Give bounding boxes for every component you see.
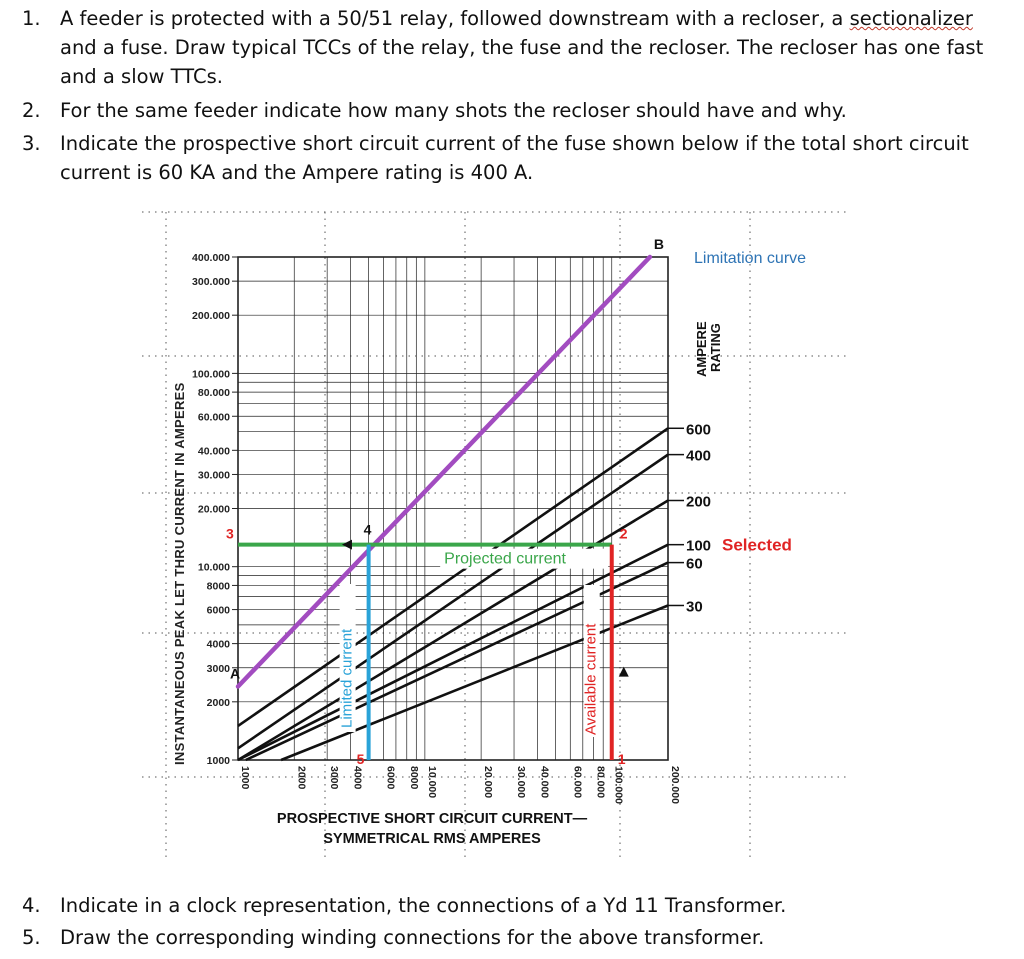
question-number: 1. [22,7,41,30]
question-line: Indicate the prospective short circuit current of the fuse shown below if the total short circuit [60,132,969,155]
y-tick-label: 200.000 [192,310,230,323]
question-number: 4. [22,894,41,917]
x-tick-label: 8000 [407,766,420,790]
question-line: For the same feeder indicate how many shots the recloser should have and why. [60,99,847,122]
rating-label-600: 600 [686,421,712,439]
point-label-3: 3 [226,525,234,542]
chart-labels [172,236,806,847]
y-tick-label: 40.000 [197,445,230,458]
point-label-2: 2 [619,525,628,542]
question-number: 2. [22,99,41,122]
y-tick-label: 400.000 [192,252,230,264]
question-number: 5. [22,926,41,949]
rating-label-60: 60 [686,555,703,573]
x-tick-label: 20.000 [482,766,495,799]
ampere-rating-title: RATING [708,323,723,372]
y-tick-label: 300.000 [192,276,230,289]
y-tick-label: 10.000 [197,561,230,574]
x-tick-label: 3000 [328,766,341,790]
y-tick-label: 30.000 [197,469,230,482]
y-axis-title: INSTANTANEOUS PEAK LET THRU CURRENT IN AMPERES [172,382,187,765]
question-line: Draw the corresponding winding connections for the above transformer. [60,926,765,949]
x-tick-label: 1000 [239,766,251,790]
limitation-curve-label: Limitation curve [694,250,807,267]
y-tick-label: 2000 [206,696,230,709]
y-tick-label: 80.000 [197,387,230,400]
y-tick-label: 6000 [206,604,230,617]
rating-curve-60 [246,563,668,760]
x-tick-label: 4000 [351,766,364,790]
question-line: current is 60 KA and the Ampere rating is 400 A. [60,161,534,184]
rating-label-200: 200 [686,493,712,511]
x-tick-label: 10.000 [425,766,438,799]
rating-label-100: 100 [686,537,712,555]
question-line: and a slow TTCs. [60,65,223,88]
y-tick-label: 100.000 [192,368,230,381]
question-line: Indicate in a clock representation, the connections of a Yd 11 Transformer. [60,894,787,917]
rating-curves [238,428,684,760]
limited-current-label: Limited current [338,628,356,728]
arrow-marker [342,540,352,550]
projected-current-label: Projected current [444,550,567,568]
x-tick-label: 100.000 [612,766,625,804]
x-tick-label: 30.000 [515,766,528,799]
x-axis-title: PROSPECTIVE SHORT CIRCUIT CURRENT— [276,811,588,827]
x-tick-label: 200.000 [669,766,681,804]
y-tick-label: 60.000 [197,411,230,424]
point-label-5: 5 [356,751,365,767]
point-label-A: A [230,665,241,682]
x-axis-subtitle: SYMMETRICAL RMS AMPERES [323,831,541,847]
y-tick-label: 20.000 [197,503,230,516]
x-tick-label: 6000 [384,766,397,790]
y-tick-label: 4000 [206,638,230,651]
selected-label: Selected [722,535,792,555]
question-number: 3. [22,132,41,155]
x-tick-label: 40.000 [538,766,551,799]
point-label-B: B [653,236,665,252]
y-tick-label: 8000 [206,580,230,593]
question-line: A feeder is protected with a 50/51 relay, followed downstream with a recloser, a sectionalizer [60,7,973,30]
x-tick-label: 80.000 [594,766,607,799]
rating-label-30: 30 [686,598,703,616]
ampere-rating-title: AMPERE [694,321,709,377]
y-tick-label: 3000 [206,662,230,675]
x-tick-label: 60.000 [571,766,584,799]
rating-label-400: 400 [686,447,712,465]
y-tick-label: 1000 [206,755,230,767]
x-tick-label: 2000 [295,766,308,790]
question-line: and a fuse. Draw typical TCCs of the relay, the fuse and the recloser. The recloser has one fast [60,36,984,59]
point-label-4: 4 [363,521,372,538]
available-current-label: Available current [582,623,600,735]
underlined-word: sectionalizer [849,7,973,30]
point-label-1: 1 [617,751,626,767]
